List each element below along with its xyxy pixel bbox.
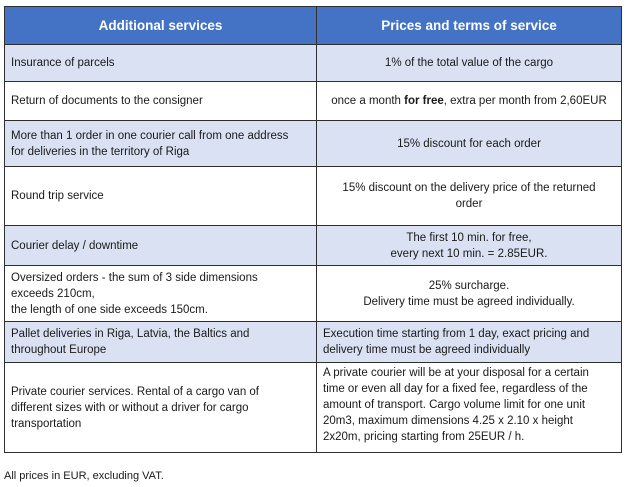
service-cell	[5, 167, 317, 226]
price-cell	[317, 226, 622, 266]
price-text: 15% discount on the delivery price of the returned	[342, 182, 596, 194]
price-text: 1% of the total value of the cargo	[384, 57, 554, 69]
price-cell	[317, 167, 622, 226]
price-text: Execution time starting from 1 day, exact pricing and	[323, 328, 590, 340]
service-text: More than 1 order in one courier call from one address	[11, 129, 289, 142]
services-table-container	[4, 6, 621, 453]
price-cell	[317, 121, 622, 167]
service-text: for deliveries in the territory of Riga	[11, 145, 190, 158]
price-text-part: once a month	[331, 95, 405, 107]
price-cell	[317, 45, 622, 82]
price-text: every next 10 min. = 2.85EUR.	[390, 247, 548, 260]
service-text: Round trip service	[11, 190, 104, 202]
price-cell	[317, 82, 622, 121]
table-header-row	[5, 7, 622, 45]
service-text: Courier delay / downtime	[11, 239, 139, 252]
price-text: time or even all day for a fixed fee, regardless of the	[323, 383, 588, 395]
price-text: 25% surcharge.	[428, 279, 510, 292]
service-cell	[5, 45, 317, 82]
price-text: amount of transport. Cargo volume limit for one unit	[323, 399, 586, 411]
service-text: Private courier services. Rental of a cargo van of	[11, 385, 260, 398]
service-text: throughout Europe	[11, 344, 107, 356]
service-cell	[5, 121, 317, 167]
table-row	[5, 121, 622, 167]
table-row	[5, 322, 622, 363]
price-text: A private courier will be at your disposal for a certain	[323, 367, 589, 379]
price-cell	[317, 322, 622, 363]
price-text	[323, 93, 615, 109]
services-price-table	[4, 6, 622, 453]
table-row	[5, 363, 622, 453]
price-text: delivery time must be agreed individually	[323, 344, 531, 356]
price-text: order	[455, 198, 483, 210]
price-text: 2x20m, pricing starting from 25EUR / h.	[323, 431, 525, 443]
service-text: transportation	[11, 417, 82, 430]
service-cell	[5, 363, 317, 453]
prices-footnote: All prices in EUR, excluding VAT.	[4, 470, 164, 482]
table-row	[5, 266, 622, 322]
table-row	[5, 167, 622, 226]
header-additional-services: Additional services	[5, 7, 317, 45]
service-text: different sizes with or without a driver for cargo	[11, 401, 249, 414]
service-cell	[5, 226, 317, 266]
price-text: Delivery time must be agreed individually.	[363, 295, 575, 308]
price-text: 15% discount for each order	[397, 137, 541, 150]
service-cell	[5, 82, 317, 121]
header-prices-terms: Prices and terms of service	[317, 7, 622, 45]
service-text: Return of documents to the consigner	[11, 95, 203, 107]
price-text: 20m3, maximum dimensions 4.25 x 2.10 x height	[323, 415, 573, 427]
price-cell	[317, 363, 622, 453]
table-row	[5, 226, 622, 266]
price-text-bold: for free	[404, 95, 444, 107]
service-text: the length of one side exceeds 150cm.	[11, 303, 208, 316]
table-row	[5, 82, 622, 121]
service-cell	[5, 322, 317, 363]
service-text: Oversized orders - the sum of 3 side dimensions	[11, 271, 258, 284]
service-text: Pallet deliveries in Riga, Latvia, the Baltics and	[11, 328, 250, 340]
price-text-part: , extra per month from 2,60EUR	[443, 95, 607, 107]
service-cell	[5, 266, 317, 322]
price-text: The first 10 min. for free,	[406, 231, 532, 244]
service-text: exceeds 210cm,	[11, 287, 95, 300]
price-cell	[317, 266, 622, 322]
table-row	[5, 45, 622, 82]
service-text: Insurance of parcels	[11, 57, 115, 69]
